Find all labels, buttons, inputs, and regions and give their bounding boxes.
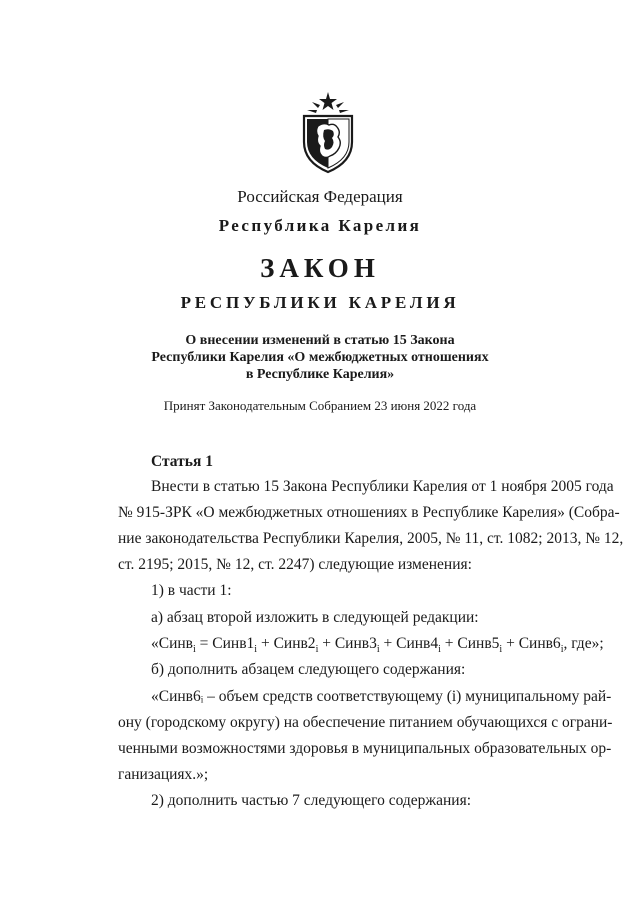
law-title-line: О внесении изменений в статью 15 Закона (185, 333, 455, 348)
quote-line: ченными возможностями здоровья в муниципальных образовательных ор- (118, 740, 612, 757)
header-republic: Республика Карелия (218, 216, 422, 235)
item-b: б) дополнить абзацем следующего содержания: (151, 661, 466, 678)
law-title (0, 332, 640, 383)
law-title-line: Республики Карелия «О межбюджетных отношениях (151, 350, 489, 365)
item-a: а) абзац второй изложить в следующей редакции: (151, 609, 479, 626)
intro-line: ст. 2195; 2015, № 12, ст. 2247) следующие изменения: (118, 556, 472, 573)
quote-line: ону (городскому округу) на обеспечение питанием обучающихся с ограни- (118, 714, 613, 731)
part-2: 2) дополнить частью 7 следующего содержания: (151, 792, 472, 809)
intro-line: Внести в статью 15 Закона Республики Карелия от 1 ноября 2005 года (151, 478, 614, 495)
intro-line: ние законодательства Республики Карелия, 2005, № 11, ст. 1082; 2013, № 12, (118, 530, 624, 547)
issuer: РЕСПУБЛИКИ КАРЕЛИЯ (180, 293, 460, 312)
law-title-line: в Республике Карелия» (245, 367, 395, 382)
formula: «Синв$_i$ = $Синв1_i$ + $Синв2_i$ + $Синв3_i$ + $Синв4_i$ + $Синв5_i$ + $Синв6_i$, где»; (151, 635, 604, 656)
document-type: ЗАКОН (260, 253, 380, 283)
header-country: Российская Федерация (237, 187, 403, 206)
quote-line: ганизациях.»; (118, 766, 209, 783)
part-1: 1) в части 1: (151, 582, 232, 599)
quote-line: «Синв6ᵢ – объем средств соответствующему (i) муниципальному рай- (151, 688, 612, 705)
intro-line: № 915-ЗРК «О межбюджетных отношениях в Республике Карелия» (Собра- (118, 504, 620, 521)
adoption-date: Принят Законодательным Собранием 23 июня 2022 года (163, 398, 477, 413)
karelia-coat-of-arms-icon (296, 90, 360, 174)
article-heading: Статья 1 (151, 453, 213, 470)
